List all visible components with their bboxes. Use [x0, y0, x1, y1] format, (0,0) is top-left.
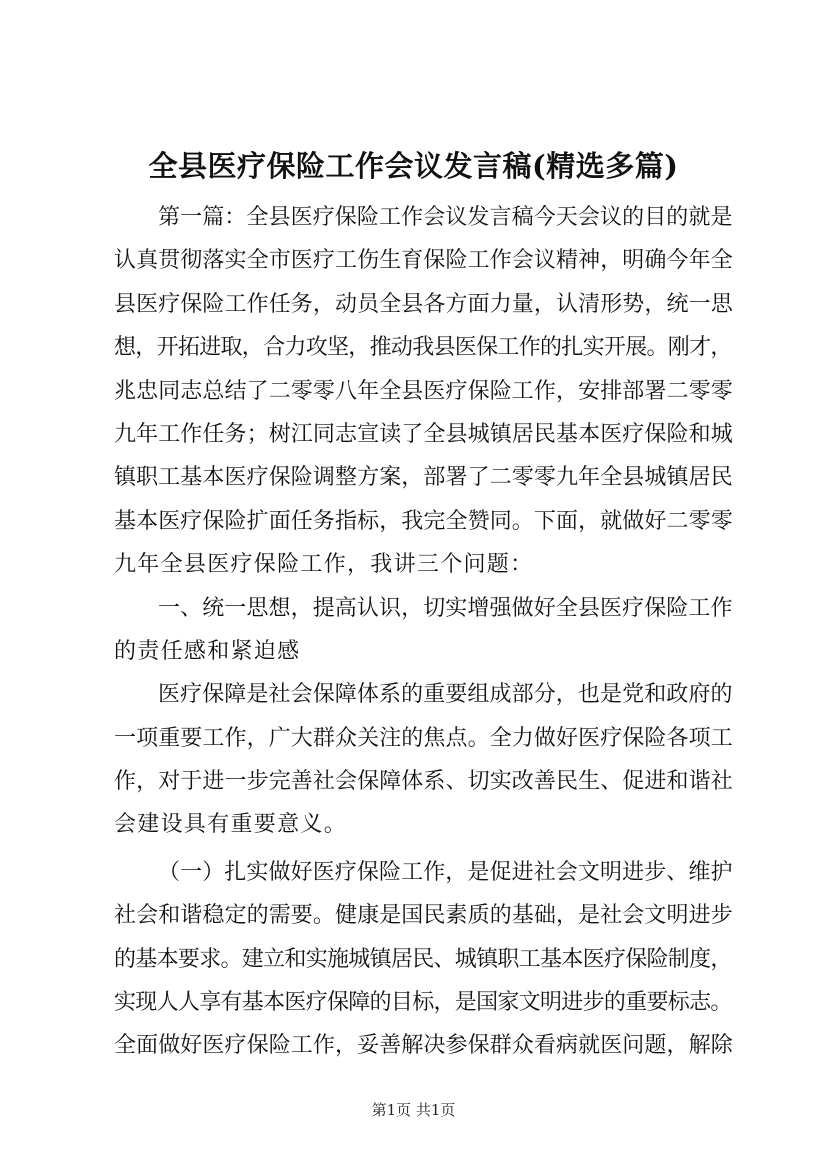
paragraph-line: 社会和谐稳定的需要。健康是国民素质的基础，是社会文明进步	[114, 903, 733, 929]
document-body	[114, 196, 734, 1068]
section-heading-line: 的责任感和紧迫感	[114, 638, 301, 664]
paragraph-line: 全面做好医疗保险工作，妥善解决参保群众看病就医问题，解除	[114, 1033, 733, 1059]
paragraph-line: 认真贯彻落实全市医疗工伤生育保险工作会议精神，明确今年全	[114, 248, 733, 274]
paragraph-line: 县医疗保险工作任务，动员全县各方面力量，认清形势，统一思	[114, 291, 733, 317]
paragraph-line: 想，开拓进取，合力攻坚，推动我县医保工作的扎实开展。刚才，	[114, 335, 732, 361]
paragraph-line: 基本医疗保险扩面任务指标，我完全赞同。下面，就做好二零零	[114, 508, 733, 534]
paragraph-line: 九年工作任务；树江同志宣读了全县城镇居民基本医疗保险和城	[114, 421, 733, 447]
paragraph-line: 镇职工基本医疗保险调整方案，部署了二零零九年全县城镇居民	[114, 465, 733, 491]
paragraph-line: （一）扎实做好医疗保险工作，是促进社会文明进步、维护	[158, 859, 733, 885]
page-footer: 第1页 共1页	[371, 1101, 456, 1119]
section-heading-line: 一、统一思想，提高认识，切实增强做好全县医疗保险工作	[158, 595, 733, 621]
paragraph-line: 会建设具有重要意义。	[114, 812, 348, 838]
paragraph-line: 第一篇：全县医疗保险工作会议发言稿今天会议的目的就是	[158, 205, 733, 230]
paragraph-line: 作，对于进一步完善社会保障体系、切实改善民生、促进和谐社	[114, 769, 733, 795]
document-title: 全县医疗保险工作会议发言稿(精选多篇)	[148, 149, 679, 183]
paragraph-line: 一项重要工作，广大群众关注的焦点。全力做好医疗保险各项工	[114, 725, 733, 751]
paragraph-line: 的基本要求。建立和实施城镇居民、城镇职工基本医疗保险制度，	[114, 946, 732, 972]
paragraph-line: 兆忠同志总结了二零零八年全县医疗保险工作，安排部署二零零	[114, 378, 733, 404]
paragraph-line: 医疗保障是社会保障体系的重要组成部分，也是党和政府的	[158, 682, 733, 708]
paragraph-line: 实现人人享有基本医疗保障的目标，是国家文明进步的重要标志。	[114, 990, 732, 1016]
paragraph-line: 九年全县医疗保险工作，我讲三个问题：	[114, 552, 534, 578]
